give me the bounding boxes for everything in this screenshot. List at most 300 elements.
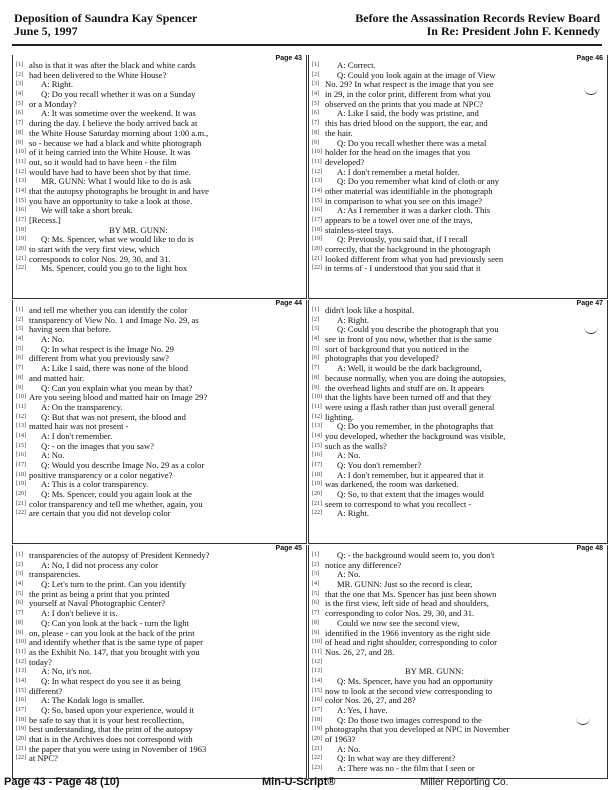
transcript-line (312, 187, 605, 197)
transcript-line (16, 480, 304, 490)
line-text: notice any difference? (325, 560, 402, 570)
line-number: [2] (312, 316, 319, 323)
line-text: BY MR. GUNN: (405, 667, 464, 677)
line-text: that is in the Archives does not correspond with (29, 735, 193, 745)
line-text: also is that it was after the black and white cards (29, 61, 196, 70)
line-text: photographs that you developed? (325, 354, 439, 364)
transcript-line (312, 90, 605, 100)
transcript-line (312, 71, 605, 81)
transcript-line (16, 461, 304, 471)
line-text: different? (29, 686, 63, 696)
transcript-line (16, 648, 304, 658)
transcript-page (12, 55, 307, 299)
line-number: [5] (312, 590, 319, 597)
line-number: [21] (312, 255, 322, 262)
line-text: Q: In what respect is the Image No. 29 (41, 344, 174, 354)
line-text: Q: In what respect do you see it as being (41, 676, 181, 686)
line-number: [7] (312, 120, 319, 127)
transcript-line (312, 148, 605, 158)
line-text: Q: Do you remember, in the photographs that (337, 422, 494, 432)
line-number: [12] (312, 168, 322, 175)
line-number: [7] (16, 365, 23, 372)
line-text: Q: - on the images that you saw? (41, 441, 154, 451)
line-number: [2] (16, 71, 23, 78)
transcript-line (16, 316, 304, 326)
transcript-line (312, 638, 605, 648)
line-number: [9] (312, 139, 319, 146)
line-text: of 1963? (325, 735, 356, 745)
line-text: the paper that you were using in November of 1963 (29, 744, 207, 754)
line-number: [16] (312, 207, 322, 214)
transcript-line (16, 599, 304, 609)
line-number: [22] (312, 755, 322, 762)
line-number: [19] (16, 236, 26, 243)
transcript-line (16, 335, 304, 345)
line-text: you developed, whether the background was visible, (325, 431, 506, 441)
line-number: [16] (312, 697, 322, 704)
transcript-line (16, 158, 304, 168)
line-number: [3] (312, 326, 319, 333)
line-number: [15] (312, 197, 322, 204)
line-text: Q: Can you look at the back - turn the light (41, 618, 189, 628)
line-number: [17] (312, 462, 322, 468)
line-number: [17] (312, 707, 322, 713)
line-number: [3] (16, 326, 23, 333)
transcript-line (312, 764, 605, 774)
line-number: [5] (312, 345, 319, 352)
line-number: [3] (312, 81, 319, 88)
line-number: [14] (312, 187, 322, 194)
header-right (355, 12, 600, 38)
line-number: [22] (16, 510, 26, 517)
line-text: and matted hair. (29, 373, 85, 383)
transcript-lines (312, 61, 605, 274)
line-number: [21] (16, 255, 26, 262)
transcript-line (312, 354, 605, 364)
line-number: [3] (16, 571, 23, 578)
line-number: [21] (16, 500, 26, 507)
line-text: were using a flash rather than just overall general (325, 402, 495, 412)
line-text: be safe to say that it is your best recollection, (29, 715, 185, 725)
line-text: the overhead lights and stuff are on. It appears (325, 383, 485, 393)
line-number: [6] (16, 355, 23, 362)
board-title: Before the Assassination Records Review Board (355, 11, 600, 25)
deposition-date: June 5, 1997 (14, 24, 78, 38)
line-number: [18] (312, 471, 322, 478)
line-text: matted hair was not present - (29, 422, 129, 432)
line-text: and tell me whether you can identify the color (29, 306, 188, 315)
line-text: corresponds to color Nos. 29, 30, and 31. (29, 254, 171, 264)
line-text: A: No. (337, 451, 361, 461)
line-text: A: I don't remember a metal holder. (337, 167, 460, 177)
line-number: [21] (312, 500, 322, 507)
transcript-line (312, 706, 605, 716)
line-text: A: No. (41, 451, 65, 461)
line-number: [16] (16, 697, 26, 704)
line-text: of head and right shoulder, corresponding to color (325, 638, 497, 648)
line-number: [20] (312, 246, 322, 253)
line-text: Q: Ms. Spencer, could you again look at the (41, 490, 192, 500)
line-number: [10] (16, 639, 26, 646)
transcript-line (16, 384, 304, 394)
line-text: at NPC? (29, 754, 58, 764)
transcript-line (312, 648, 605, 658)
line-text: Q: Do you remember what kind of cloth or any (337, 177, 500, 187)
line-number: [4] (312, 336, 319, 343)
line-text: Could we now see the second view, (337, 618, 460, 628)
transcript-line (312, 264, 605, 274)
line-text: Q: Ms. Spencer, what we would like to do is (41, 235, 194, 245)
line-number: [7] (312, 365, 319, 372)
line-number: [8] (312, 129, 319, 136)
line-text: A: Like I said, the body was pristine, and (337, 109, 479, 119)
line-text: are certain that you did not develop color (29, 509, 171, 519)
transcript-line (312, 100, 605, 110)
transcript-line (312, 754, 605, 764)
transcript-line (16, 71, 304, 81)
line-text: Q: So, to that extent that the images would (337, 490, 484, 500)
line-number: [10] (312, 639, 322, 646)
line-number: [19] (16, 726, 26, 733)
line-text: Nos. 26, 27, and 28. (325, 647, 395, 657)
transcript-line (16, 216, 304, 226)
line-text: lighting. (325, 412, 354, 422)
transcript-line (312, 609, 605, 619)
line-text: A: Like I said, there was none of the blood (41, 364, 189, 374)
line-text: that the autopsy photographs be brought in and have (29, 186, 209, 196)
transcript-line (16, 413, 304, 423)
transcript-line (16, 90, 304, 100)
line-text: photographs that you developed at NPC in November (325, 725, 510, 735)
transcript-line (312, 590, 605, 600)
line-text: A: Correct. (337, 61, 376, 70)
transcript-line (16, 667, 304, 677)
transcript-line (16, 139, 304, 149)
line-number: [19] (16, 481, 26, 488)
transcript-line (16, 490, 304, 500)
line-number: [15] (16, 442, 26, 449)
line-text: transparencies. (29, 570, 81, 580)
transcript-line (16, 374, 304, 384)
transcript-line (16, 148, 304, 158)
transcript-line (16, 677, 304, 687)
transcript-line (16, 561, 304, 571)
line-number: [18] (312, 716, 322, 723)
line-number: [21] (312, 745, 322, 752)
line-text: developed? (325, 157, 365, 167)
line-text: on, please - can you look at the back of the print (29, 628, 195, 638)
line-text: A: No. (337, 570, 361, 580)
line-text: Ms. Spencer, could you go to the light box (41, 264, 188, 274)
line-text: A: No. (41, 335, 65, 345)
line-number: [8] (16, 619, 23, 626)
line-number: [4] (312, 581, 319, 588)
line-text: A: Right. (337, 315, 369, 325)
line-number: [2] (16, 561, 23, 568)
line-text: during the day. I believe the body arrived back at (29, 119, 198, 129)
page-number-label: Page 48 (576, 545, 603, 552)
line-number: [18] (16, 226, 26, 233)
transcript-line (16, 80, 304, 90)
transcript-line (312, 619, 605, 629)
transcript-line (16, 442, 304, 452)
transcript-line (312, 306, 605, 316)
transcript-line (16, 551, 304, 561)
line-text: We will take a short break. (41, 206, 133, 216)
transcript-line (16, 500, 304, 510)
line-text: this has dried blood on the support, the ear, and (325, 119, 488, 129)
transcript-line (312, 599, 605, 609)
line-text: the hair. (325, 128, 353, 138)
line-text: A: Right. (41, 80, 73, 90)
transcript-line (16, 61, 304, 71)
transcript-page (12, 300, 307, 544)
line-text: A: This is a color transparency. (41, 480, 149, 490)
line-number: [12] (16, 168, 26, 175)
line-number: [7] (16, 120, 23, 127)
line-number: [14] (312, 432, 322, 439)
transcript-line (16, 403, 304, 413)
line-text: because normally, when you are doing the autopsies, (325, 373, 507, 383)
line-number: [22] (312, 510, 322, 517)
transcript-line (16, 629, 304, 639)
transcript-line (16, 687, 304, 697)
transcript-line (312, 316, 605, 326)
line-number: [20] (16, 246, 26, 253)
line-number: [11] (312, 648, 322, 655)
line-number: [22] (16, 265, 26, 272)
line-number: [23] (312, 765, 322, 772)
transcript-line (312, 206, 605, 216)
transcript-line (312, 364, 605, 374)
line-text: seem to correspond to what you recollect - (325, 499, 472, 509)
line-text: A: Yes, I have. (337, 706, 388, 715)
transcript-line (312, 393, 605, 403)
line-number: [10] (312, 394, 322, 401)
line-number: [10] (16, 149, 26, 156)
line-text: that the one that Ms. Spencer has just been shown (325, 589, 497, 599)
line-number: [12] (16, 658, 26, 665)
line-number: [14] (16, 432, 26, 439)
transcript-line (312, 80, 605, 90)
line-number: [16] (312, 452, 322, 459)
line-number: [1] (16, 552, 23, 558)
transcript-line (312, 432, 605, 442)
transcript-line (16, 197, 304, 207)
transcript-line (312, 629, 605, 639)
transcript-page (308, 545, 608, 779)
line-number: [20] (312, 491, 322, 498)
line-text: A: I don't remember, but it appeared that it (337, 470, 484, 480)
line-number: [1] (16, 307, 23, 313)
line-number: [19] (312, 481, 322, 488)
line-text: of it being carried into the White House. It was (29, 148, 191, 158)
transcript-line (312, 61, 605, 71)
transcript-line (312, 216, 605, 226)
line-number: [16] (16, 207, 26, 214)
page-number-label: Page 47 (576, 300, 603, 307)
line-text: Q: You don't remember? (337, 461, 422, 470)
footer-page-range: Page 43 - Page 48 (10) (4, 776, 120, 788)
line-number: [22] (312, 265, 322, 272)
line-number: [6] (312, 600, 319, 607)
page-number-label: Page 43 (275, 55, 302, 62)
transcript-line (312, 345, 605, 355)
transcript-line (312, 335, 605, 345)
line-text: BY MR. GUNN: (109, 225, 168, 235)
transcript-line (16, 422, 304, 432)
transcript-line (16, 580, 304, 590)
transcript-line (16, 325, 304, 335)
case-title: In Re: President John F. Kennedy (426, 24, 600, 38)
transcript-line (312, 129, 605, 139)
line-text: Q: Let's turn to the print. Can you identify (41, 580, 186, 590)
line-number: [15] (16, 687, 26, 694)
line-number: [4] (16, 91, 23, 98)
line-text: positive transparency or a color negative? (29, 470, 173, 480)
line-text: color Nos. 26, 27, and 28? (325, 696, 416, 706)
transcript-line (16, 177, 304, 187)
line-text: such as the walls? (325, 441, 387, 451)
transcript-line (312, 716, 605, 726)
line-text: corresponding to color Nos. 29, 30, and 31. (325, 609, 475, 619)
transcript-line (312, 461, 605, 471)
line-text: different from what you previously saw? (29, 354, 169, 364)
line-text: had been delivered to the White House? (29, 70, 167, 80)
transcript-line (16, 706, 304, 716)
transcript-line (16, 609, 304, 619)
line-text: A: No, I did not process any color (41, 560, 158, 570)
line-number: [5] (16, 100, 23, 107)
line-number: [9] (312, 629, 319, 636)
line-number: [1] (312, 307, 319, 313)
line-number: [7] (16, 610, 23, 617)
transcript-line (16, 471, 304, 481)
line-number: [1] (312, 62, 319, 68)
line-text: stainless-steel trays. (325, 225, 394, 235)
line-number: [11] (312, 403, 322, 410)
line-text: MR. GUNN: What I would like to do is ask (41, 177, 192, 187)
transcript-line (312, 245, 605, 255)
line-text: is the first view, left side of head and shoulders, (325, 599, 489, 609)
transcript-line (16, 638, 304, 648)
transcript-line (312, 658, 605, 668)
line-number: [1] (16, 62, 23, 68)
line-number: [14] (312, 677, 322, 684)
line-text: the White House Saturday morning about 1:00 a.m., (29, 128, 209, 138)
transcript-line (16, 432, 304, 442)
transcript-line (16, 168, 304, 178)
transcript-line (16, 570, 304, 580)
transcript-line (312, 696, 605, 706)
line-number: [11] (16, 403, 26, 410)
line-text: would have had to have been shot by that time. (29, 167, 191, 177)
line-text: Q: Could you look again at the image of View (337, 70, 496, 80)
line-text: Q: Can you explain what you mean by that? (41, 383, 193, 393)
line-text: was darkened, the room was darkened. (325, 480, 459, 490)
line-number: [17] (16, 707, 26, 713)
line-text: in 29, in the color print, different from what you (325, 90, 491, 100)
transcript-line (16, 226, 304, 236)
line-text: and identify whether that is the same type of paper (29, 638, 203, 648)
line-number: [2] (312, 71, 319, 78)
line-number: [13] (16, 423, 26, 430)
line-number: [16] (16, 452, 26, 459)
transcript-line (16, 619, 304, 629)
transcript-line (312, 403, 605, 413)
line-number: [6] (16, 110, 23, 117)
transcript-line (312, 442, 605, 452)
line-number: [12] (16, 413, 26, 420)
line-number: [18] (16, 471, 26, 478)
line-number: [2] (312, 561, 319, 568)
line-text: A: On the transparency. (41, 402, 123, 412)
line-text: or a Monday? (29, 99, 77, 109)
line-number: [11] (16, 648, 26, 655)
line-number: [14] (16, 677, 26, 684)
transcript-line (16, 119, 304, 129)
line-text: A: It was sometime over the weekend. It was (41, 109, 196, 119)
transcript-page (12, 545, 307, 779)
transcript-line (312, 570, 605, 580)
line-text: transparency of View No. 1 and Image No. 29, as (29, 315, 199, 325)
line-text: to start with the very first view, which (29, 245, 160, 255)
transcript-line (16, 345, 304, 355)
line-number: [13] (312, 423, 322, 430)
line-number: [9] (16, 629, 23, 636)
transcript-lines (312, 306, 605, 519)
line-number: [13] (16, 668, 26, 675)
line-text: so - because we had a black and white photograph (29, 138, 202, 148)
line-text: didn't look like a hospital. (325, 306, 415, 315)
transcript-line (312, 667, 605, 677)
transcript-line (312, 109, 605, 119)
line-text: color transparency and tell me whether, again, you (29, 499, 203, 509)
line-text: now to look at the second view corresponding to (325, 686, 493, 696)
line-number: [5] (312, 100, 319, 107)
line-text: A: There was no - the film that I seen or (337, 764, 475, 774)
transcript-line (16, 245, 304, 255)
line-number: [2] (16, 316, 23, 323)
line-text: Q: Previously, you said that, if I recall (337, 235, 468, 245)
line-number: [19] (312, 236, 322, 243)
line-number: [15] (312, 442, 322, 449)
line-text: you have an opportunity to take a look at those. (29, 196, 193, 206)
transcript-line (312, 677, 605, 687)
footer-reporter: Miller Reporting Co. (420, 777, 509, 788)
transcript-line (16, 725, 304, 735)
line-text: best understanding, that the print of the autopsy (29, 725, 193, 735)
transcript-line (312, 177, 605, 187)
line-number: [1] (312, 552, 319, 558)
transcript-line (312, 471, 605, 481)
line-text: [Recess.] (29, 216, 61, 225)
transcript-line (16, 509, 304, 519)
line-number: [4] (16, 336, 23, 343)
line-number: [20] (16, 491, 26, 498)
line-text: Q: In what way are they different? (337, 754, 456, 764)
transcript-line (312, 235, 605, 245)
transcript-line (16, 696, 304, 706)
transcript-line (312, 139, 605, 149)
line-text: Q: Ms. Spencer, have you had an opportunity (337, 676, 493, 686)
line-number: [5] (16, 590, 23, 597)
transcript-line (312, 551, 605, 561)
transcript-line (312, 325, 605, 335)
line-text: the print as being a print that you printed (29, 589, 170, 599)
line-text: MR. GUNN: Just so the record is clear, (337, 580, 473, 590)
line-text: transparencies of the autopsy of President Kennedy? (29, 551, 210, 560)
